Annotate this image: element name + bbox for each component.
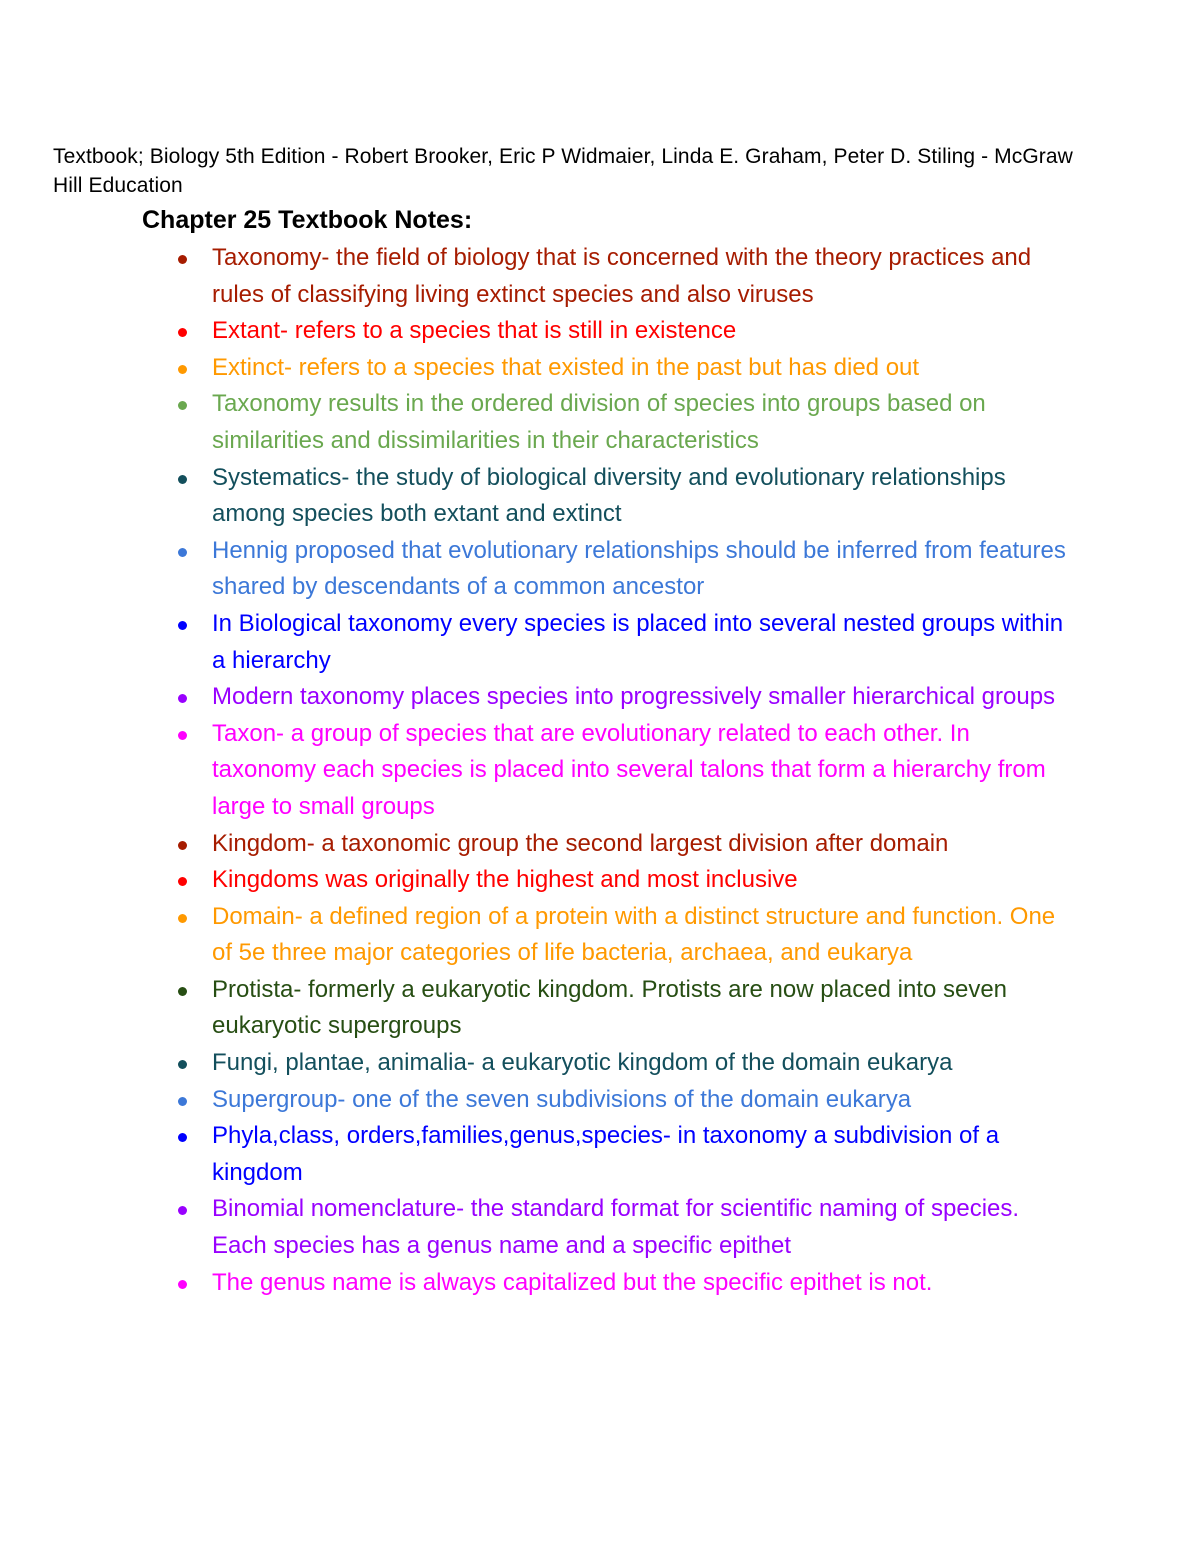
textbook-citation: Textbook; Biology 5th Edition - Robert Brooker, Eric P Widmaier, Linda E. Graham, Peter D. Stiling - McGraw Hill Education (53, 145, 1073, 197)
note-item (164, 240, 1074, 313)
bullet-dot-icon (178, 694, 187, 703)
bullet-dot-icon (178, 987, 187, 996)
bullet-dot-icon (178, 841, 187, 850)
note-item (164, 826, 1074, 863)
bullet-dot-icon (178, 1280, 187, 1289)
notes-list (164, 240, 1074, 1301)
note-item (164, 606, 1074, 679)
note-text: The genus name is always capitalized but the specific epithet is not. (212, 1268, 933, 1296)
note-text: In Biological taxonomy every species is placed into several nested groups within a hierarchy (212, 609, 1064, 674)
note-text: Extant- refers to a species that is still in existence (212, 317, 737, 345)
chapter-heading: Chapter 25 Textbook Notes: (142, 206, 473, 234)
note-text: Hennig proposed that evolutionary relationships should be inferred from features shared by descendants of a common ancestor (212, 536, 1066, 601)
note-text: Kingdom- a taxonomic group the second largest division after domain (212, 829, 949, 857)
note-item (164, 862, 1074, 899)
note-text: Extinct- refers to a species that existed in the past but has died out (212, 353, 920, 381)
note-text: Taxonomy results in the ordered division of species into groups based on similarities and dissimilarities in their characteristics (212, 390, 986, 454)
bullet-dot-icon (178, 1060, 187, 1069)
note-item (164, 313, 1074, 350)
note-item (164, 1082, 1074, 1119)
bullet-dot-icon (178, 731, 187, 740)
bullet-dot-icon (178, 1206, 187, 1215)
note-item (164, 1265, 1074, 1302)
note-item (164, 1191, 1074, 1264)
note-item (164, 533, 1074, 606)
note-item (164, 1118, 1074, 1191)
note-item (164, 350, 1074, 387)
note-text: Taxon- a group of species that are evolutionary related to each other. In taxonomy each species is placed into several talons that form a hierarchy from large to small groups (212, 719, 1046, 820)
bullet-dot-icon (178, 1097, 187, 1106)
note-item (164, 386, 1074, 459)
note-item (164, 972, 1074, 1045)
note-text: Systematics- the study of biological diversity and evolutionary relationships among species both extant and extinct (212, 463, 1006, 528)
bullet-dot-icon (178, 1133, 187, 1142)
note-item (164, 460, 1074, 533)
bullet-dot-icon (178, 877, 187, 886)
bullet-dot-icon (178, 621, 187, 630)
note-text: Kingdoms was originally the highest and most inclusive (212, 866, 798, 894)
bullet-dot-icon (178, 548, 187, 557)
note-text: Supergroup- one of the seven subdivisions of the domain eukarya (212, 1085, 912, 1113)
note-item (164, 716, 1074, 826)
note-text: Domain- a defined region of a protein with a distinct structure and function. One of 5e three major categories of life bacteria, archaea, and eukarya (212, 902, 1056, 967)
bullet-dot-icon (178, 328, 187, 337)
note-text: Fungi, plantae, animalia- a eukaryotic kingdom of the domain eukarya (212, 1049, 953, 1077)
note-text: Protista- formerly a eukaryotic kingdom. Protists are now placed into seven eukaryotic supergroups (212, 975, 1008, 1040)
note-item (164, 1045, 1074, 1082)
bullet-dot-icon (178, 401, 187, 410)
bullet-dot-icon (178, 255, 187, 264)
note-text: Taxonomy- the field of biology that is concerned with the theory practices and rules of classifying living extinct species and also viruses (212, 244, 1032, 308)
bullet-dot-icon (178, 914, 187, 923)
note-text: Phyla,class, orders,families,genus,species- in taxonomy a subdivision of a kingdom (212, 1122, 1000, 1186)
note-text: Binomial nomenclature- the standard format for scientific naming of species. Each species has a genus name and a specific epithet (212, 1195, 1020, 1260)
note-item (164, 679, 1074, 716)
bullet-dot-icon (178, 365, 187, 374)
note-item (164, 899, 1074, 972)
bullet-dot-icon (178, 475, 187, 484)
note-text: Modern taxonomy places species into progressively smaller hierarchical groups (212, 683, 1056, 711)
